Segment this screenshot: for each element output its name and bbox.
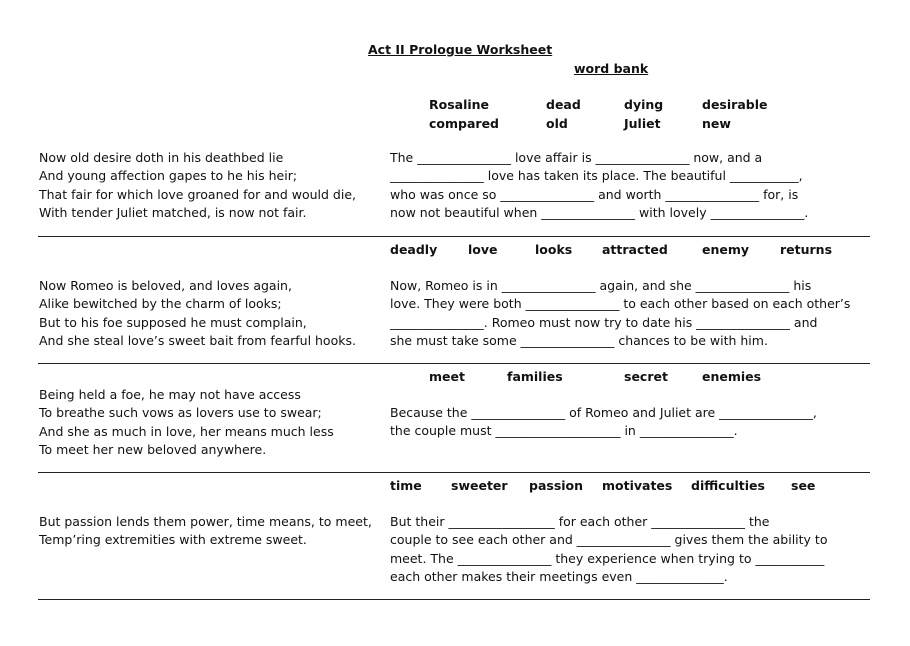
worksheet-line: couple to see each other and _______________ gives them the ability to xyxy=(390,532,828,548)
bank-word: dead xyxy=(546,97,581,112)
bank-word: Rosaline xyxy=(429,97,490,112)
bank-word: compared xyxy=(429,116,499,131)
bank-word: difficulties xyxy=(691,478,765,493)
section-divider xyxy=(38,599,870,600)
bank-word: enemy xyxy=(702,242,750,257)
bank-word: sweeter xyxy=(451,478,508,493)
worksheet-line: The _______________ love affair is _______________ now, and a xyxy=(390,150,763,165)
worksheet-line: the couple must ____________________ in _______________. xyxy=(390,423,738,439)
worksheet-line: she must take some _______________ chances to be with him. xyxy=(390,332,768,348)
poem-line: And she as much in love, her means much less xyxy=(39,423,334,439)
poem-stanza-3 xyxy=(39,386,334,459)
poem-stanza-1 xyxy=(39,149,356,222)
worksheet-line: now not beautiful when _______________ with lovely _______________. xyxy=(390,204,809,220)
poem-line: But passion lends them power, time means, to meet, xyxy=(39,514,372,529)
bank-word: desirable xyxy=(702,97,768,112)
poem-line: Now Romeo is beloved, and loves again, xyxy=(39,278,292,293)
worksheet-paragraph-1 xyxy=(390,149,808,222)
bank-word: looks xyxy=(535,242,573,257)
bank-word: new xyxy=(702,116,731,131)
worksheet-line: Now, Romeo is in _______________ again, and she _______________ his xyxy=(390,278,812,293)
poem-line: Being held a foe, he may not have access xyxy=(39,387,301,402)
worksheet-paragraph-4 xyxy=(390,513,827,586)
page-title: Act II Prologue Worksheet xyxy=(368,42,553,57)
bank-word: Juliet xyxy=(624,116,661,131)
poem-stanza-4 xyxy=(39,513,372,550)
bank-word: meet xyxy=(429,369,465,384)
word-bank-heading: word bank xyxy=(574,61,649,76)
worksheet-paragraph-2 xyxy=(390,277,850,350)
section-divider xyxy=(38,363,870,364)
poem-line: Temp’ring extremities with extreme sweet. xyxy=(39,532,307,548)
worksheet-line: meet. The _______________ they experience when trying to ___________ xyxy=(390,550,825,566)
bank-word: passion xyxy=(529,478,584,493)
poem-line: With tender Juliet matched, is now not fair. xyxy=(39,204,307,220)
bank-word: enemies xyxy=(702,369,762,384)
bank-word: deadly xyxy=(390,242,438,257)
section-divider xyxy=(38,236,870,237)
poem-line: Alike bewitched by the charm of looks; xyxy=(39,296,282,312)
bank-word: motivates xyxy=(602,478,673,493)
worksheet-line: _______________. Romeo must now try to date his _______________ and xyxy=(390,314,818,330)
poem-stanza-2 xyxy=(39,277,356,350)
poem-line: To meet her new beloved anywhere. xyxy=(39,441,267,457)
worksheet-line: Because the _______________ of Romeo and Juliet are _______________, xyxy=(390,405,817,420)
bank-word: returns xyxy=(780,242,833,257)
poem-line: To breathe such vows as lovers use to swear; xyxy=(39,405,322,421)
poem-line: That fair for which love groaned for and would die, xyxy=(39,186,356,202)
poem-line: And young affection gapes to he his heir; xyxy=(39,168,298,184)
bank-word: dying xyxy=(624,97,664,112)
poem-line: But to his foe supposed he must complain, xyxy=(39,314,307,330)
bank-word: old xyxy=(546,116,568,131)
section-divider xyxy=(38,472,870,473)
worksheet-line: _______________ love has taken its place. The beautiful ___________, xyxy=(390,168,803,184)
worksheet-line: who was once so _______________ and worth _______________ for, is xyxy=(390,186,799,202)
worksheet-paragraph-3 xyxy=(390,404,817,441)
bank-word: see xyxy=(791,478,816,493)
bank-word: families xyxy=(507,369,563,384)
poem-line: Now old desire doth in his deathbed lie xyxy=(39,150,284,165)
bank-word: love xyxy=(468,242,498,257)
poem-line: And she steal love’s sweet bait from fearful hooks. xyxy=(39,332,356,348)
worksheet-line: love. They were both _______________ to each other based on each other’s xyxy=(390,296,851,312)
worksheet-line: each other makes their meetings even ______________. xyxy=(390,568,728,584)
bank-word: attracted xyxy=(602,242,668,257)
bank-word: secret xyxy=(624,369,668,384)
bank-word: time xyxy=(390,478,422,493)
worksheet-line: But their _________________ for each other _______________ the xyxy=(390,514,770,529)
